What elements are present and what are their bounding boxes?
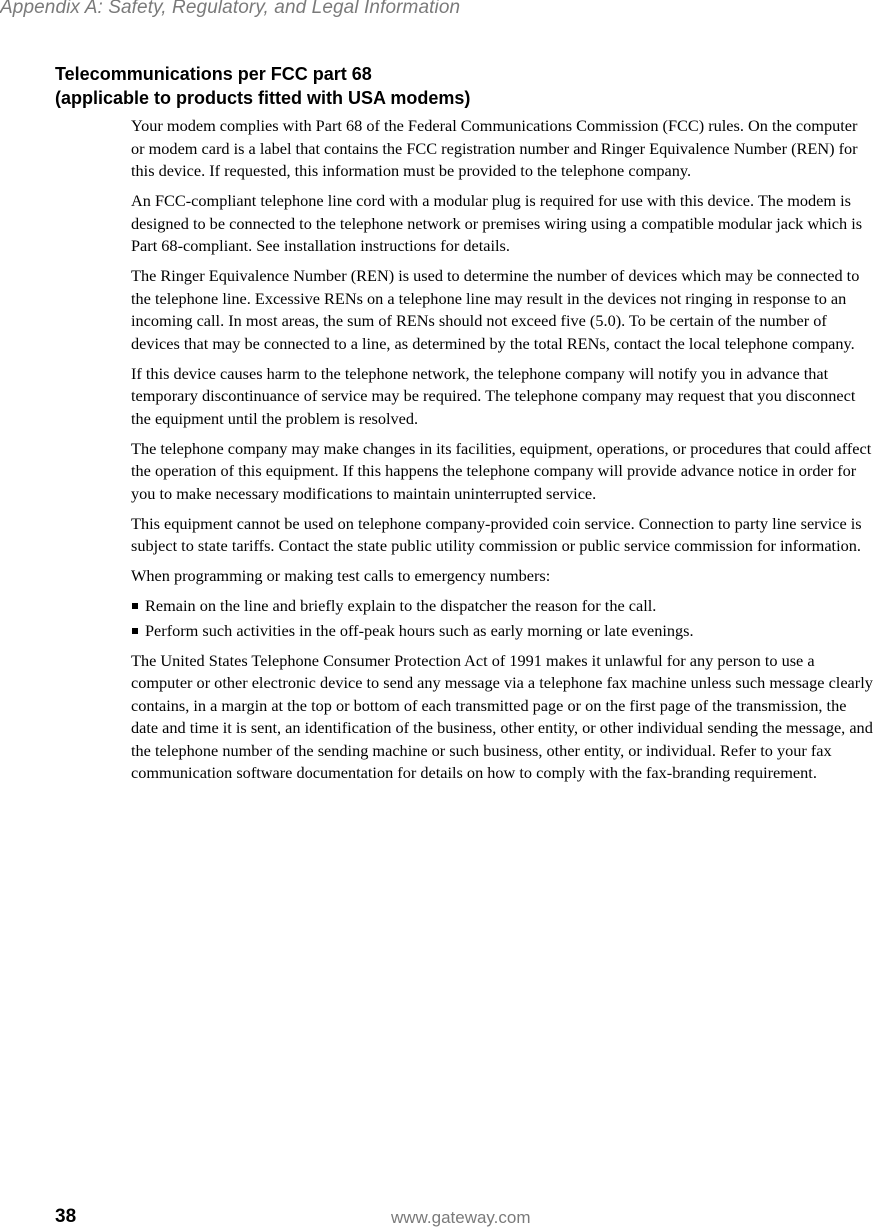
paragraph: If this device causes harm to the telephone network, the telephone company will notify you in advance that temporary discontinuance of service may be required. The telephone company may request that you disconnect the equipment until the problem is resolved.: [131, 363, 856, 428]
footer-url: www.gateway.com: [391, 1208, 531, 1227]
paragraph: An FCC-compliant telephone line cord with a modular plug is required for use with this device. The modem is designed to be connected to the telephone network or premises wiring using a compatible modular jack which is Part 68-compliant. See installation instructions for details.: [131, 191, 863, 255]
running-header: Appendix A: Safety, Regulatory, and Legal Information: [0, 0, 461, 18]
paragraph: Your modem complies with Part 68 of the Federal Communications Commission (FCC) rules. On the computer or modem card is a label that contains the FCC registration number and Ringer Equivalence Number (REN) for this device. If requested, this information must be provided to the telephone company.: [131, 116, 858, 180]
page-number: 38: [55, 1206, 77, 1227]
paragraph: This equipment cannot be used on telephone company-provided coin service. Connection to party line service is subject to state tariffs. Contact the state public utility commission or public service commission for information.: [131, 513, 862, 555]
section-title: [55, 62, 470, 110]
paragraph: When programming or making test calls to emergency numbers:: [131, 566, 551, 585]
section-title-line-2: (applicable to products fitted with USA modems): [55, 88, 471, 108]
list-item-text: Perform such activities in the off-peak hours such as early morning or late evenings.: [145, 621, 694, 640]
section-title-line-1: Telecommunications per FCC part 68: [55, 64, 372, 84]
list-item: [131, 595, 873, 618]
paragraph: The Ringer Equivalence Number (REN) is used to determine the number of devices which may be connected to the telephone line. Excessive RENs on a telephone line may result in the devices not ringing in response to an incoming call. In most areas, the sum of RENs should not exceed five (5.0). To be certain of the number of devices that may be connected to a line, as determined by the total RENs, contact the local telephone company.: [131, 266, 860, 353]
square-bullet-icon: [132, 603, 138, 609]
list-item-text: Remain on the line and briefly explain to the dispatcher the reason for the call.: [145, 596, 657, 615]
paragraph: The United States Telephone Consumer Protection Act of 1991 makes it unlawful for any person to use a computer or other electronic device to send any message via a telephone fax machine unless such message clearly contains, in a margin at the top or bottom of each transmitted page or on the first page of the transmission, the date and time it is sent, an identification of the business, other entity, or other individual sending the message, and the telephone number of the sending machine or such business, other entity, or individual. Refer to your fax communication software documentation for details on how to comply with the fax-branding requirement.: [131, 650, 873, 782]
section-body: [131, 115, 873, 792]
paragraph: The telephone company may make changes in its facilities, equipment, operations, or procedures that could affect the operation of this equipment. If this happens the telephone company will provide advance notice in order for you to make necessary modifications to maintain uninterrupted service.: [131, 438, 872, 503]
emergency-call-list: [131, 595, 873, 643]
square-bullet-icon: [132, 628, 138, 634]
list-item: [131, 620, 873, 643]
